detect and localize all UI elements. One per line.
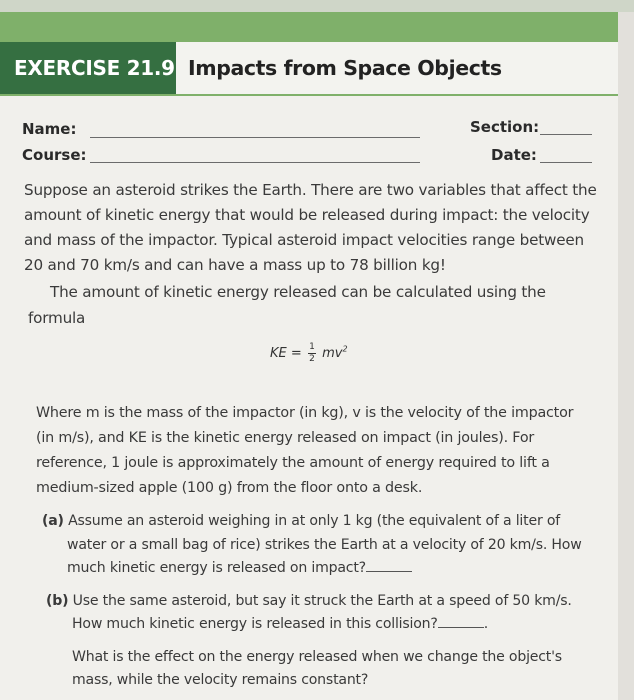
exercise-title-box: [176, 42, 618, 94]
question-a-answer-blank[interactable]: [366, 561, 412, 572]
question-b-line-2: [72, 613, 488, 637]
page-edge-shadow: [618, 12, 634, 700]
question-a-text-3: much kinetic energy is released on impact?: [67, 560, 366, 576]
question-b-answer-blank[interactable]: [438, 617, 484, 628]
formula-fraction: [308, 342, 316, 365]
formula-lhs: KE: [270, 346, 287, 361]
exercise-title: Impacts from Space Objects: [188, 56, 502, 80]
intro-line-2: amount of kinetic energy that would be released during impact: the velocity: [24, 206, 590, 224]
formula-exponent: 2: [342, 344, 348, 354]
formula-rhs: mv: [322, 346, 343, 361]
section-label: Section:: [470, 118, 540, 136]
kinetic-energy-formula: [270, 342, 348, 365]
question-a-line-2: water or a small bag of rice) strikes the Earth at a velocity of 20 km/s. How: [67, 537, 582, 553]
intro-line-4: 20 and 70 km/s and can have a mass up to 78 billion kg!: [24, 256, 446, 274]
course-label: Course:: [22, 146, 87, 164]
question-b-line-1: [46, 590, 572, 614]
definition-line-3: reference, 1 joule is approximately the amount of energy required to lift a: [36, 455, 550, 471]
question-b-text-2: How much kinetic energy is released in this collision?: [72, 616, 438, 632]
definition-line-4: medium-sized apple (100 g) from the floor onto a desk.: [36, 480, 423, 496]
question-a-label: (a): [42, 513, 64, 529]
exercise-header: [0, 12, 618, 96]
formula-equals: =: [290, 346, 302, 361]
intro-line-3: and mass of the impactor. Typical asteroid impact velocities range between: [24, 231, 584, 249]
definition-line-1: Where m is the mass of the impactor (in kg), v is the velocity of the impactor: [36, 405, 574, 421]
question-a-line-3: [67, 557, 412, 581]
question-b-text-1: Use the same asteroid, but say it struck the Earth at a speed of 50 km/s.: [72, 593, 572, 609]
followup-line-1: What is the effect on the energy released when we change the object's: [72, 649, 562, 665]
date-label: Date:: [491, 146, 537, 164]
followup-line-2: mass, while the velocity remains constant?: [72, 672, 369, 688]
exercise-label: EXERCISE 21.9: [14, 56, 175, 80]
intro-line-5: The amount of kinetic energy released can be calculated using the: [50, 283, 546, 301]
question-a-line-1: [42, 510, 560, 534]
formula-denominator: 2: [309, 354, 315, 364]
intro-line-1: Suppose an asteroid strikes the Earth. There are two variables that affect the: [24, 181, 597, 199]
name-label: Name:: [22, 120, 77, 138]
question-a-text-1: Assume an asteroid weighing in at only 1 kg (the equivalent of a liter of: [68, 513, 560, 529]
formula-numerator: 1: [309, 342, 315, 352]
date-field-line[interactable]: [540, 162, 592, 163]
intro-line-6: formula: [28, 309, 86, 327]
question-b-label: (b): [46, 593, 69, 609]
section-field-line[interactable]: [540, 134, 592, 135]
question-b-suffix: .: [483, 616, 488, 632]
top-strip: [0, 0, 634, 12]
exercise-number-box: [0, 42, 176, 94]
definition-line-2: (in m/s), and KE is the kinetic energy released on impact (in joules). For: [36, 430, 535, 446]
name-field-line[interactable]: [90, 137, 420, 138]
course-field-line[interactable]: [90, 162, 420, 163]
